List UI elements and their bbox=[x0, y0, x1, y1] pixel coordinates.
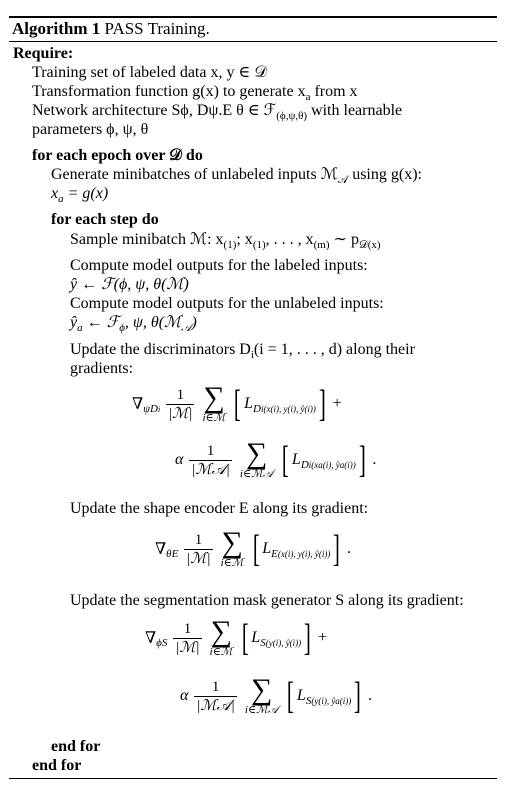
cu-eq-b: ← ℱ bbox=[82, 314, 120, 331]
cu-eq-sub2: ϕ bbox=[119, 322, 125, 335]
update-d-tail: (i = 1, . . . , d) along their bbox=[253, 341, 415, 358]
bottom-rule bbox=[9, 778, 497, 779]
eq5-sum-limit: i∈ℳ𝒜 bbox=[244, 704, 279, 716]
update-discriminators-line-2: gradients: bbox=[70, 360, 134, 377]
top-rule bbox=[9, 16, 497, 18]
eq2-L-subsub: i(xa(i), ŷa(i)) bbox=[308, 459, 356, 470]
compute-unlabeled-eq bbox=[70, 314, 197, 335]
eq1-sum: ∑ i∈ℳ bbox=[202, 381, 226, 424]
eq2-period: . bbox=[372, 451, 377, 468]
generate-line-2-tail: = g(x) bbox=[63, 185, 109, 202]
eq4-L-sub: S bbox=[260, 636, 266, 649]
equation-generator-1: $\nabla_{\phi S}$ $\frac{1}{\text{|ℳ|}}$ ∑ i∈ℳ [ $L_{S(y(i), ŷ(i))}$] + bbox=[145, 615, 327, 659]
end-for-outer: end for bbox=[32, 757, 82, 774]
eq4-sum-limit: i∈ℳ bbox=[209, 646, 233, 658]
eq1-sum-limit: i∈ℳ bbox=[202, 412, 226, 424]
eq5-alpha: α bbox=[180, 687, 189, 704]
eq3-L-sub: E bbox=[271, 547, 278, 560]
eq4-frac-num: 1 bbox=[173, 620, 201, 639]
eq5-frac-num: 1 bbox=[194, 678, 236, 697]
sample-sub-3: (m) bbox=[313, 239, 330, 252]
require-line-3-a: Network architecture S bbox=[32, 102, 181, 119]
eq1-L-sub: D bbox=[253, 402, 261, 415]
require-keyword: Require: bbox=[13, 45, 74, 62]
require-line-4: parameters ϕ, ψ, θ bbox=[32, 121, 149, 138]
generate-line-1-text: Generate minibatches of unlabeled inputs ℳ bbox=[51, 166, 338, 183]
eq1-L: L bbox=[244, 395, 254, 412]
sample-line bbox=[70, 231, 381, 252]
cu-eq-a: ŷ bbox=[70, 314, 78, 331]
eq4-L: L bbox=[251, 629, 261, 646]
eq3-nabla: ∇ bbox=[155, 541, 167, 558]
equation-encoder: $\nabla_{\theta E}$ $\frac{1}{\text{|ℳ|}}$ ∑ i∈ℳ [ $L_{E(x(i), y(i), ŷ(i))}$] . bbox=[155, 526, 351, 570]
eq5-fraction bbox=[194, 678, 236, 715]
algorithm-caption bbox=[12, 20, 210, 38]
eq5-sum: ∑ i∈ℳ𝒜 bbox=[244, 673, 279, 716]
eq3-nabla-sub: θE bbox=[166, 547, 179, 560]
eq1-fraction bbox=[166, 386, 194, 423]
algorithm-label: Algorithm 1 bbox=[12, 19, 101, 38]
eq3-fraction bbox=[184, 531, 212, 568]
eq5-L-subsub: (y(i), ŷa(i)) bbox=[311, 695, 352, 706]
require-line-2-sub: a bbox=[305, 91, 311, 104]
eq5-L: L bbox=[296, 687, 306, 704]
algorithm-title: PASS Training. bbox=[104, 19, 210, 38]
eq3-sum-limit: i∈ℳ bbox=[220, 557, 244, 569]
generate-line-2-x: x bbox=[51, 185, 59, 202]
generate-line-1 bbox=[51, 166, 422, 187]
eq4-plus: + bbox=[317, 629, 327, 646]
eq1-L-subsub: i(x(i), y(i), ŷ(i)) bbox=[260, 403, 316, 414]
eq3-frac-num: 1 bbox=[184, 531, 212, 550]
sample-mid-2: , . . . , x bbox=[265, 231, 314, 248]
eq3-frac-den: |ℳ| bbox=[186, 550, 211, 567]
eq5-period: . bbox=[367, 687, 372, 704]
cu-eq-d: ) bbox=[191, 314, 197, 331]
for-step-line: for each step do bbox=[51, 211, 159, 228]
generate-line-1-tail: using g(x): bbox=[348, 166, 422, 183]
eq4-frac-den: |ℳ| bbox=[175, 639, 200, 656]
eq2-alpha: α bbox=[175, 451, 184, 468]
eq3-L-subsub: (x(i), y(i), ŷ(i)) bbox=[277, 548, 331, 559]
require-line-2 bbox=[32, 83, 358, 104]
require-line-3-b: ϕ, D bbox=[180, 102, 209, 119]
cu-eq-c: , ψ, θ(ℳ bbox=[124, 314, 182, 331]
sample-sub-1: (1) bbox=[223, 239, 237, 252]
eq2-L-sub: D bbox=[300, 458, 309, 471]
update-d-text: Update the discriminators D bbox=[70, 341, 251, 358]
require-line-3-e: (ϕ,ψ,θ) bbox=[276, 110, 308, 123]
cu-eq-sub: a bbox=[77, 322, 83, 335]
require-line-3-c: ψ.E bbox=[208, 102, 233, 119]
compute-labeled-line: Compute model outputs for the labeled inputs: bbox=[70, 257, 368, 274]
require-line-2-text: Transformation function g(x) to generate x bbox=[32, 83, 306, 100]
eq4-fraction bbox=[173, 620, 201, 657]
eq4-nabla: ∇ bbox=[145, 630, 157, 647]
equation-generator-2: α $\frac{1}{\text{|ℳ𝒜|}}$ ∑ i∈ℳ𝒜 [ $L_{S(y(i), ŷa(i))}$] . bbox=[180, 673, 372, 717]
require-line-1: Training set of labeled data x, y ∈ 𝒟 bbox=[32, 64, 268, 81]
eq2-L: L bbox=[291, 451, 301, 468]
eq1-nabla: ∇ bbox=[132, 396, 144, 413]
cu-eq-sub3: 𝒜 bbox=[181, 322, 192, 335]
eq1-nabla-subsub: i bbox=[157, 404, 161, 414]
require-line-3 bbox=[32, 102, 403, 123]
eq4-nabla-sub: ϕS bbox=[156, 636, 168, 649]
eq5-frac-den: |ℳ𝒜| bbox=[196, 697, 235, 714]
sample-text: Sample minibatch ℳ: x bbox=[70, 231, 224, 248]
caption-rule bbox=[9, 41, 497, 42]
sample-sub-4: 𝒟(x) bbox=[358, 239, 381, 252]
eq3-L: L bbox=[262, 540, 272, 557]
update-encoder-line: Update the shape encoder E along its gradient: bbox=[70, 500, 369, 517]
end-for-inner: end for bbox=[51, 738, 101, 755]
generate-line-2-sub: a bbox=[58, 193, 64, 206]
require-line-2-tail: from x bbox=[310, 83, 358, 100]
eq1-frac-den: |ℳ| bbox=[168, 405, 193, 422]
equation-discriminator-1: $\nabla_{\psi Di}$ $\frac{1}{\text{|ℳ|}}$ ∑ i∈ℳ [ $L_{Di(x(i), y(i), ŷ(i))}$] + bbox=[132, 381, 342, 425]
eq1-plus: + bbox=[332, 395, 342, 412]
eq4-sum: ∑ i∈ℳ bbox=[209, 615, 233, 658]
eq2-sum: ∑ i∈ℳ𝒜 bbox=[239, 437, 274, 480]
equation-discriminator-2: α $\frac{1}{\text{|ℳ𝒜|}}$ ∑ i∈ℳ𝒜 [ $L_{Di(xa(i), ŷa(i))}$] . bbox=[175, 437, 377, 481]
update-d-sub: i bbox=[250, 349, 254, 362]
eq2-sum-limit: i∈ℳ𝒜 bbox=[239, 468, 274, 480]
require-line-3-f: with learnable bbox=[307, 102, 403, 119]
eq3-sum: ∑ i∈ℳ bbox=[220, 526, 244, 569]
eq2-fraction bbox=[189, 442, 231, 479]
update-discriminators-line bbox=[70, 341, 492, 362]
compute-unlabeled-line: Compute model outputs for the unlabeled inputs: bbox=[70, 295, 384, 312]
compute-labeled-eq: ŷ ← ℱ(ϕ, ψ, θ(ℳ) bbox=[70, 276, 189, 293]
sample-tail: ∼ p bbox=[329, 231, 359, 248]
eq1-frac-num: 1 bbox=[166, 386, 194, 405]
eq3-period: . bbox=[346, 540, 351, 557]
require-line-3-d: θ ∈ ℱ bbox=[236, 102, 277, 119]
for-epoch-line: for each epoch over 𝒟 do bbox=[32, 147, 203, 164]
generate-line-2 bbox=[51, 185, 109, 206]
eq4-L-subsub: (y(i), ŷ(i)) bbox=[265, 637, 302, 648]
eq1-nabla-sub: ψD bbox=[143, 402, 158, 415]
eq5-L-sub: S bbox=[305, 694, 312, 707]
generate-line-1-sub: 𝒜 bbox=[337, 174, 349, 187]
sample-sub-2: (1) bbox=[252, 239, 266, 252]
eq2-frac-num: 1 bbox=[189, 442, 231, 461]
sample-mid-1: ; x bbox=[236, 231, 253, 248]
eq2-frac-den: |ℳ𝒜| bbox=[191, 461, 230, 478]
update-generator-line: Update the segmentation mask generator S along its gradient: bbox=[70, 592, 464, 609]
